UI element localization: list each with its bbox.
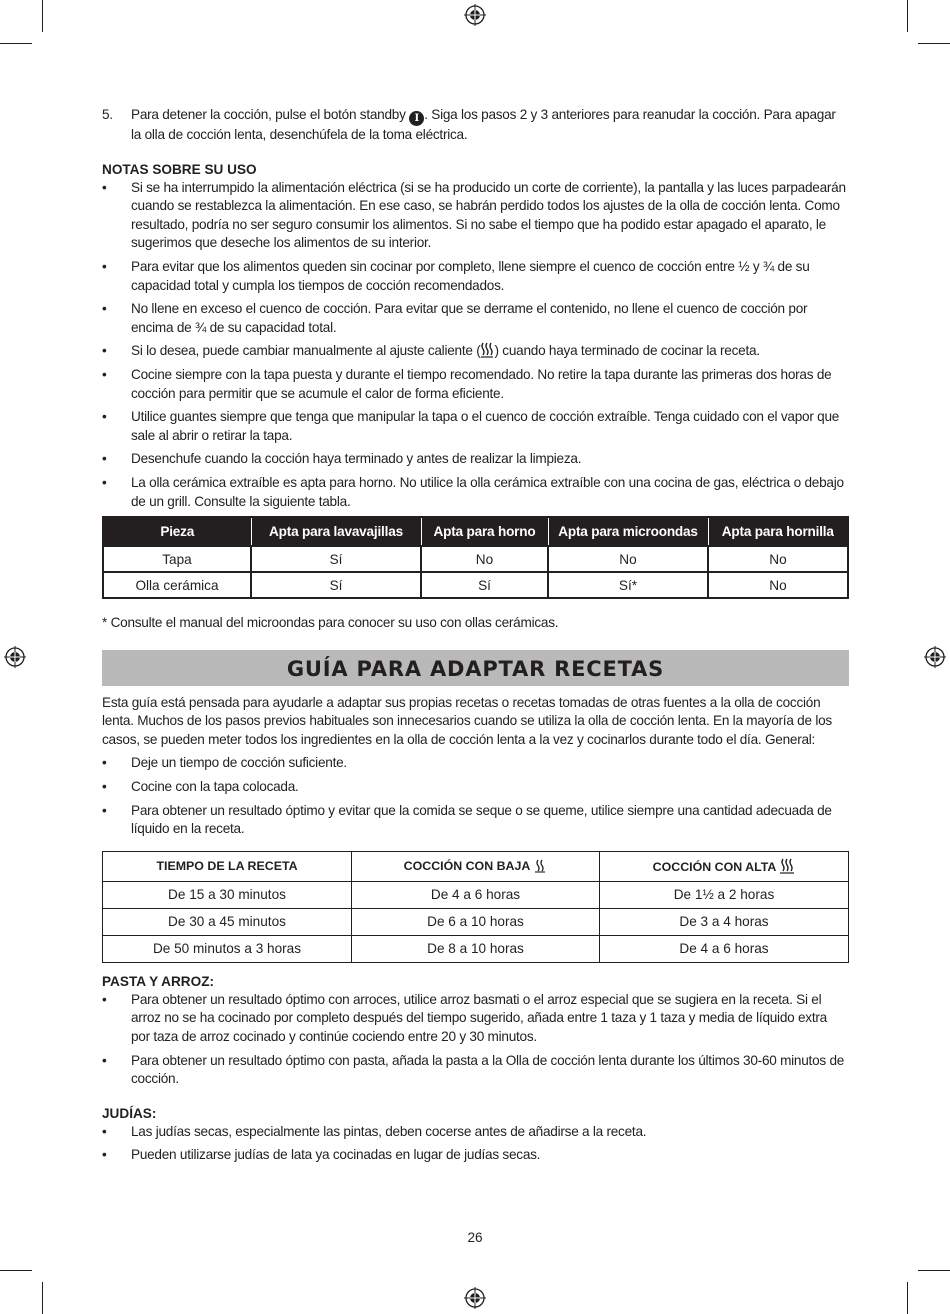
list-item: • Desenchufe cuando la cocción haya terminado y antes de realizar la limpieza. — [102, 450, 849, 469]
bullet: • — [102, 301, 107, 317]
step-number: 5. — [102, 107, 113, 122]
beans-list — [102, 1123, 849, 1165]
list-item: • Si lo desea, puede cambiar manualmente al ajuste caliente ( ) cuando haya terminado de cocinar la receta. — [102, 342, 849, 361]
bullet: • — [102, 258, 107, 274]
list-item: • Si se ha interrumpido la alimentación eléctrica (si se ha producido un corte de corriente), la pantalla y las luces parpadearán cuando se restablezca la alimentación. En ese caso, se habrán perdido todos los ajustes de la olla de cocción lenta. Como resultado, podría no ser seguro consumir los alimentos. Si no sabe el tiempo que ha podido estar apagado el aparato, le sugerimos que deseche los alimentos de su interior. — [102, 179, 846, 251]
crop-mark — [907, 1282, 908, 1314]
section-title: GUÍA PARA ADAPTAR RECETAS — [102, 650, 849, 686]
table-header: Apta para hornilla — [708, 517, 848, 546]
table-header-row — [103, 517, 848, 546]
footnote: * Consulte el manual del microondas para conocer su uso con ollas cerámicas. — [102, 615, 559, 631]
list-item: • Para obtener un resultado óptimo con pasta, añada la pasta a la Olla de cocción lenta durante los últimos 30-60 minutos de cocción. — [102, 1052, 845, 1087]
standby-icon: I — [409, 111, 424, 126]
list-item: • Para evitar que los alimentos queden sin cocinar por completo, llene siempre el cuenco de cocción entre ½ y ¾ de su capacidad total y cumpla los tiempos de cocción recomendados. — [102, 258, 810, 293]
table-header-low: COCCIÓN CON BAJA — [352, 851, 600, 881]
crop-mark — [0, 1270, 32, 1271]
list-item: • Las judías secas, especialmente las pintas, deben cocerse antes de añadirse a la receta. — [102, 1123, 849, 1142]
cooking-time-table — [102, 851, 849, 963]
table-header-high: COCCIÓN CON ALTA — [600, 851, 849, 881]
bullet: • — [102, 474, 107, 490]
bullet: • — [102, 1123, 107, 1139]
list-item: • Pueden utilizarse judías de lata ya cocinadas en lugar de judías secas. — [102, 1146, 849, 1165]
bullet: • — [102, 991, 107, 1007]
bullet: • — [102, 409, 107, 425]
list-item: • Para obtener un resultado óptimo con arroces, utilice arroz basmati o el arroz especial que se sugiera en la receta. Si el arroz no se ha cocinado por completo después del tiempo sugerido, añada entre 1 taza y 1 taza y media de líquido extra por taza de arroz cocinado y continúe cociendo entre 20 y 30 minutos. — [102, 991, 827, 1045]
table-cell: Sí* — [548, 572, 708, 598]
registration-mark-icon — [464, 4, 486, 26]
list-item: • Cocine siempre con la tapa puesta y durante el tiempo recomendado. No retire la tapa durante las primeras dos horas de cocción para permitir que se acumule el calor de forma eficiente. — [102, 366, 832, 401]
usage-notes-list — [102, 179, 849, 512]
bullet: • — [102, 451, 107, 467]
crop-mark — [42, 0, 43, 32]
step-5 — [102, 106, 849, 145]
table-row — [103, 908, 849, 935]
table-cell: Sí — [421, 572, 548, 598]
registration-mark-icon — [924, 646, 946, 668]
table-header: Pieza — [103, 517, 251, 546]
list-item: • No llene en exceso el cuenco de cocción. Para evitar que se derrame el contenido, no llene el cuenco de cocción por encima de ¾ de su capacidad total. — [102, 301, 808, 335]
compatibility-table — [102, 516, 849, 599]
page-content — [102, 106, 849, 1165]
high-heat-icon — [480, 342, 494, 358]
table-cell: De 50 minutos a 3 horas — [103, 935, 352, 962]
crop-mark — [907, 0, 908, 32]
table-cell: Olla cerámica — [103, 572, 251, 598]
bullet: • — [102, 755, 107, 771]
table-cell: De 3 a 4 horas — [600, 908, 849, 935]
table-row — [103, 572, 848, 598]
table-row — [103, 881, 849, 908]
bullet: • — [102, 179, 107, 195]
table-cell: De 4 a 6 horas — [352, 881, 600, 908]
pasta-list — [102, 991, 849, 1089]
crop-mark — [42, 1282, 43, 1314]
list-item: • Deje un tiempo de cocción suficiente. — [102, 754, 849, 773]
table-cell: Tapa — [103, 546, 251, 572]
crop-mark — [918, 43, 950, 44]
usage-notes-heading: NOTAS SOBRE SU USO — [102, 161, 257, 177]
list-item: • Utilice guantes siempre que tenga que manipular la tapa o el cuenco de cocción extraíble. Tenga cuidado con el vapor que sale al abrir o retirar la tapa. — [102, 409, 840, 443]
table-cell: No — [548, 546, 708, 572]
list-item: • La olla cerámica extraíble es apta para horno. No utilice la olla cerámica extraíble con una cocina de gas, eléctrica o debajo de un grill. Consulte la siguiente tabla. — [102, 474, 844, 509]
bullet: • — [102, 802, 107, 818]
low-heat-icon — [533, 859, 547, 873]
table-cell: De 30 a 45 minutos — [103, 908, 352, 935]
table-header-row — [103, 851, 849, 881]
registration-mark-icon — [4, 646, 26, 668]
crop-mark — [0, 43, 32, 44]
table-cell: Sí — [251, 546, 421, 572]
bullet: • — [102, 343, 107, 359]
list-item: • Para obtener un resultado óptimo y evitar que la comida se seque o se queme, utilice siempre una cantidad adecuada de líquido en la receta. — [102, 802, 832, 837]
table-cell: De 6 a 10 horas — [352, 908, 600, 935]
table-header: Apta para horno — [421, 517, 548, 546]
step-text-continued: . Siga los pasos 2 y 3 anteriores para reanudar la cocción. Para apagar la olla de cocción lenta, desenchúfela de la toma eléctrica. — [131, 107, 836, 142]
list-item: • Cocine con la tapa colocada. — [102, 778, 849, 797]
guide-intro: Esta guía está pensada para ayudarle a adaptar sus propias recetas o recetas tomadas de otras fuentes a la olla de cocción lenta. Muchos de los pasos previos habituales son innecesarios cuando se utiliza la olla de cocción lenta. En la mayoría de los casos, se pueden meter todos los ingredientes en la olla de cocción lenta a la vez y cocinarlos durante todo el día. General: — [102, 694, 832, 747]
crop-mark — [918, 1270, 950, 1271]
pasta-heading: PASTA Y ARROZ: — [102, 973, 215, 989]
table-cell: De 15 a 30 minutos — [103, 881, 352, 908]
table-cell: No — [421, 546, 548, 572]
table-header: Apta para microondas — [548, 517, 708, 546]
guide-list — [102, 754, 849, 838]
table-row — [103, 546, 848, 572]
registration-mark-icon — [464, 1287, 486, 1309]
step-text: Para detener la cocción, pulse el botón standby — [131, 107, 406, 122]
beans-heading: JUDÍAS: — [102, 1105, 157, 1121]
table-cell: Sí — [251, 572, 421, 598]
table-cell: No — [708, 546, 848, 572]
bullet: • — [102, 779, 107, 795]
table-cell: De 4 a 6 horas — [600, 935, 849, 962]
table-cell: De 8 a 10 horas — [352, 935, 600, 962]
table-cell: No — [708, 572, 848, 598]
page-number: 26 — [467, 1230, 483, 1245]
high-heat-icon — [779, 858, 795, 874]
bullet: • — [102, 1147, 107, 1163]
bullet: • — [102, 366, 107, 382]
table-cell: De 1½ a 2 horas — [600, 881, 849, 908]
table-header: TIEMPO DE LA RECETA — [103, 851, 352, 881]
table-header: Apta para lavavajillas — [251, 517, 421, 546]
bullet: • — [102, 1052, 107, 1068]
table-row — [103, 935, 849, 962]
